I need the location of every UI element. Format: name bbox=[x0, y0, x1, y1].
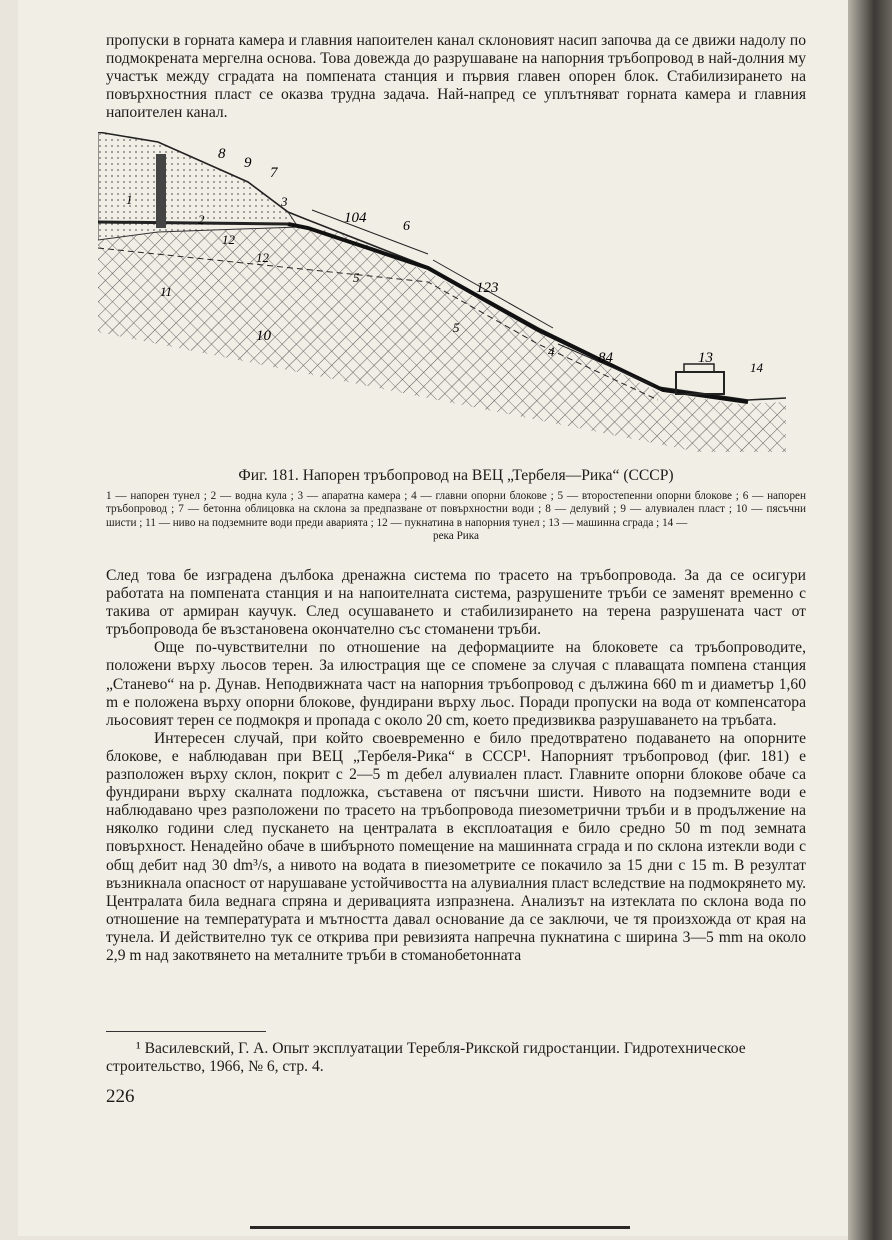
label-5b: 5 bbox=[453, 320, 460, 335]
label-13: 13 bbox=[698, 350, 713, 366]
label-84: 84 bbox=[598, 350, 613, 366]
figure-caption-title: Фиг. 181. Напорен тръбопровод на ВЕЦ „Тербеля—Рика“ (СССР) bbox=[238, 467, 674, 484]
paragraph-top bbox=[106, 32, 806, 122]
label-5a: 5 bbox=[353, 270, 360, 285]
label-4: 4 bbox=[548, 344, 555, 359]
bottom-rule bbox=[250, 1226, 630, 1229]
label-8: 8 bbox=[218, 146, 226, 162]
penstock-figure bbox=[98, 132, 786, 472]
label-1: 1 bbox=[126, 192, 133, 207]
paragraph-2: Още по-чувствителни по отношение на деформациите на блоковете са тръбопроводите, положени върху льосов терен. За илюстрация ще се спомене за случая с плаващата помпена станция „Станево“ на р. Дунав. Неподвижната част на напорния тръбопровод с дължина 660 m и диаметър 1,60 m е положена върху опорни блокове, фундирани върху льос. Поради пропуски на вода от компенсатора льосовият терен се подмокря и пропада с около 20 cm, което предизвиква разрушаването на тръбата. bbox=[106, 639, 806, 729]
label-104: 104 bbox=[344, 210, 367, 226]
label-6: 6 bbox=[403, 219, 410, 234]
book-spine bbox=[848, 0, 892, 1240]
paragraph-1: След това бе изградена дълбока дренажна система по трасето на тръбопровода. За да се осигури работата на помпената станция и на напоителната система, разрушените тръби се заменят временно с такива от армиран каучук. След осушаването и стабилизирането на терена разрушената част от тръбопровода бе възстановена окончателно със стоманени тръби. bbox=[106, 567, 806, 639]
label-3: 3 bbox=[281, 194, 288, 209]
figure-legend bbox=[106, 490, 806, 544]
pressure-tunnel bbox=[98, 222, 288, 224]
footnote: ¹ Василевский, Г. А. Опыт эксплуатации Теребля-Рикской гидростанции. Гидротехническое строительство, 1966, № 6, стр. 4. bbox=[106, 1040, 746, 1076]
label-14: 14 bbox=[750, 360, 763, 375]
page-number: 226 bbox=[106, 1086, 135, 1107]
label-9: 9 bbox=[244, 155, 252, 171]
figure-legend-text: 1 — напорен тунел ; 2 — водна кула ; 3 — апаратна камера ; 4 — главни опорни блокове ; 5 — второстепенни опорни блокове ; 6 — напорен тръбопровод ; 7 — бетонна облицовка на склона за предпазване от повърхностни води ; 8 — делувий ; 9 — алувиален пласт ; 10 — пясъчни шисти ; 11 — ниво на подземните води преди аварията ; 12 — пукнатина в напорния тунел ; 13 — машинна сграда ; 14 — bbox=[106, 490, 806, 529]
body-text bbox=[106, 567, 806, 965]
water-tower bbox=[156, 154, 166, 228]
footnote-rule bbox=[106, 1031, 266, 1032]
label-10: 10 bbox=[256, 328, 271, 344]
paragraph-3: Интересен случай, при който своевременно е било предотвратено подаването на опорните блокове, е наблюдаван при ВЕЦ „Тербеля-Рика“ в СССР¹. Напорният тръбопровод (фиг. 181) е разположен върху склон, покрит с 2—5 m дебел алувиален пласт. Главните опорни блокове обаче са фундирани върху скалната подложка, съставена от пясъчни шисти. Нивото на подземните води е наблюдавано чрез разположени по трасето на тръбопровода пиезометрични тръби и в продължение на няколко години след пускането на централата в експлоатация е било средно 50 m под земната повърхност. Ненадейно обаче в шибърното помещение на машинната сграда и по склона изтекли води с общ дебит над 30 dm³/s, а нивото на водата в пиезометрите се покачило за 15 дни с 15 m. В резултат възникнала опасност от нарушаване устойчивостта на алувиалния пласт вследствие на подмокрянето му. Централата била веднага спряна и деривацията изпразнена. Анализът на изтеклата по склона вода по отношение на температурата и мътността давал основание да се заключи, че тя произхожда от края на тунела. И действително тук се открива при ревизията напречна пукнатина с ширина 3—5 mm на около 2,9 m над закотвянето на металните тръби в стоманобетонната bbox=[106, 729, 806, 964]
paragraph-top-text: пропуски в горната камера и главния напоителен канал склоновият насип започва да се движи надолу по подмокрената мергелна основа. Това довежда до разрушаване на напорния тръбопровод в най-долния му участък между сградата на помпената станция и първия главен опорен блок. Стабилизирането на повърхностния пласт се оказва трудна задача. Най-напред се уплътняват горната камера и главния напоителен канал. bbox=[106, 32, 806, 122]
label-2: 2 bbox=[198, 212, 205, 227]
label-12b: 12 bbox=[256, 250, 269, 265]
label-12a: 12 bbox=[222, 232, 235, 247]
figure-legend-end: река Рика bbox=[432, 530, 480, 543]
label-11: 11 bbox=[160, 284, 173, 299]
label-7: 7 bbox=[270, 165, 278, 181]
label-123: 123 bbox=[476, 280, 499, 296]
